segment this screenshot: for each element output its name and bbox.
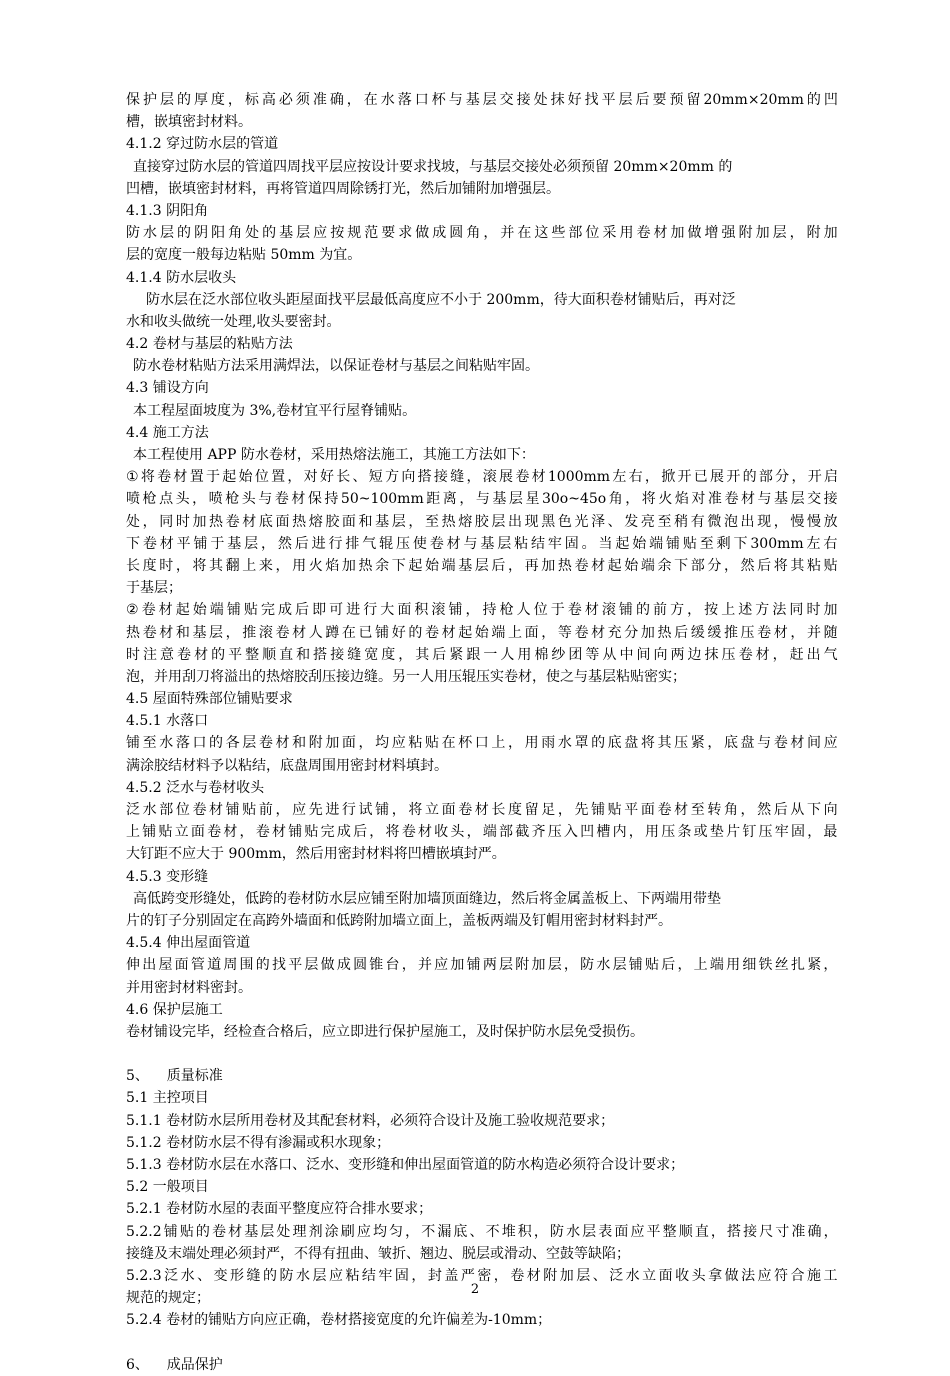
section-heading: 4.6 保护层施工 [126,1001,223,1018]
section-heading: 4.3 铺设方向 [126,380,209,397]
paragraph-line: 5.2.4 卷材的铺贴方向应正确，卷材搭接宽度的允许偏差为-10mm； [126,1312,552,1329]
paragraph-line: 凹槽，嵌填密封材料，再将管道四周除锈打光，然后加铺附加增强层。 [126,180,560,197]
chapter-heading: 6、 成品保护 [126,1356,223,1373]
paragraph-line: 片的钉子分别固定在高跨外墙面和低跨附加墙立面上，盖板两端及钉帽用密封材料封严。 [126,912,672,929]
section-heading: 4.2 卷材与基层的粘贴方法 [126,336,293,353]
section-heading: 5.2 一般项目 [126,1179,209,1196]
section-heading: 4.5.1 水落口 [126,713,209,730]
paragraph-line: 下 卷 材 平 铺 于 基 层 ， 然 后 进 行 排 气 辊 压 使 卷 材 与 基 层 粘 结 牢 固 。 当 起 始 端 铺 贴 至 剩 下 300mm 左 右 [126,535,838,552]
document-body [126,89,838,1376]
paragraph-line: 防 水 层 的 阴 阳 角 处 的 基 层 应 按 规 范 要 求 做 成 圆 角 ， 并 在 这 些 部 位 采 用 卷 材 加 做 增 强 附 加 层 ， 附 加 [126,225,838,242]
section-heading: 4.5.2 泛水与卷材收头 [126,779,265,796]
paragraph-line: 时 注 意 卷 材 的 平 整 顺 直 和 搭 接 缝 宽 度 ， 其 后 紧 跟 一 人 用 棉 纱 团 等 从 中 间 向 两 边 抹 压 卷 材 ， 赶 出 气 [126,646,838,663]
paragraph-line: ② 卷 材 起 始 端 铺 贴 完 成 后 即 可 进 行 大 面 积 滚 铺 ， 持 枪 人 位 于 卷 材 滚 铺 的 前 方 ， 按 上 述 方 法 同 时 加 [126,602,838,619]
paragraph-line: 高低跨变形缝处，低跨的卷材防水层应铺至附加墙顶面缝边，然后将金属盖板上、下两端用带垫 [133,890,721,907]
section-heading: 4.5.4 伸出屋面管道 [126,935,251,952]
paragraph-line: 铺 至 水 落 口 的 各 层 卷 材 和 附 加 面 ， 均 应 粘 贴 在 杯 口 上 ， 用 雨 水 罩 的 底 盘 将 其 压 紧 ， 底 盘 与 卷 材 间 应 [126,735,838,752]
paragraph-line: 槽，嵌填密封材料。 [126,114,252,131]
paragraph-line: 5.2.3 泛 水 、 变 形 缝 的 防 水 层 应 粘 结 牢 固 ， 封 盖 严 密 ， 卷 材 附 加 层 、 泛 水 立 面 收 头 拿 做 法 应 符 合 施 工 [126,1267,838,1284]
paragraph-line: 保 护 层 的 厚 度 ， 标 高 必 须 准 确 ， 在 水 落 口 杯 与 基 层 交 接 处 抹 好 找 平 层 后 要 预 留 20mm×20mm 的 凹 [126,92,838,108]
blank-line [126,1332,838,1354]
section-heading: 4.4 施工方法 [126,424,209,441]
paragraph-line: 卷材铺设完毕，经检查合格后，应立即进行保护屋施工，及时保护防水层免受损伤。 [126,1023,644,1040]
section-heading: 4.1.2 穿过防水层的管道 [126,136,279,153]
page-number: 2 [470,1282,480,1297]
paragraph-line: 防水卷材粘贴方法采用满焊法，以保证卷材与基层之间粘贴牢固。 [133,358,539,375]
paragraph-line: 上 铺 贴 立 面 卷 材 ， 卷 材 铺 贴 完 成 后 ， 将 卷 材 收 头 ， 端 部 截 齐 压 入 凹 槽 内 ， 用 压 条 或 垫 片 钉 压 牢 固 ， 最 [126,824,838,841]
paragraph-line: 于基层； [126,580,182,597]
paragraph-line: 规范的规定； [126,1290,210,1307]
paragraph-line: 直接穿过防水层的管道四周找平层应按设计要求找坡，与基层交接处必须预留 20mm×20mm 的 [133,158,733,175]
paragraph-line: 伸 出 屋 面 管 道 周 围 的 找 平 层 做 成 圆 锥 台 ， 并 应 加 铺 两 层 附 加 层 ， 防 水 层 铺 贴 后 ， 上 端 用 细 铁 丝 扎 紧 ， [126,957,838,974]
section-heading: 5.1 主控项目 [126,1090,209,1107]
section-heading: 4.1.3 阴阳角 [126,202,209,219]
paragraph-line: 热 卷 材 和 基 层 ， 推 滚 卷 材 人 蹲 在 已 铺 好 的 卷 材 起 始 端 上 面 ， 等 卷 材 充 分 加 热 后 缓 缓 推 压 卷 材 ， 并 随 [126,624,838,641]
paragraph-line: 喷 枪 点 头 ， 喷 枪 头 与 卷 材 保 持 50~100mm 距 离 ， 与 基 层 星 30o~45o 角 ， 将 火 焰 对 准 卷 材 与 基 层 交 接 [126,491,838,508]
paragraph-line: 并用密封材料密封。 [126,979,252,996]
chapter-heading: 5、 质量标准 [126,1068,223,1085]
paragraph-line: 泡，并用刮刀将溢出的热熔胶刮压接边缝。另一人用压辊压实卷材，使之与基层粘贴密实； [126,668,686,685]
paragraph-line: 大钉距不应大于 900mm，然后用密封材料将凹槽嵌填封严。 [126,846,506,863]
section-heading: 4.1.4 防水层收头 [126,269,237,286]
paragraph-line: 接缝及末端处理必须封严，不得有扭曲、皱折、翘边、脱层或滑动、空鼓等缺陷； [126,1245,630,1262]
section-heading: 4.5.3 变形缝 [126,868,209,885]
paragraph-line: 5.1.2 卷材防水层不得有渗漏或积水现象； [126,1134,391,1151]
paragraph-line: 层的宽度一般每边粘贴 50mm 为宜。 [126,247,362,264]
paragraph-line: 泛 水 部 位 卷 材 铺 贴 前 ， 应 先 进 行 试 铺 ， 将 立 面 卷 材 长 度 留 足 ， 先 铺 贴 平 面 卷 材 至 转 角 ， 然 后 从 下 向 [126,802,838,818]
paragraph-line: 本工程使用 APP 防水卷材，采用热熔法施工，其施工方法如下： [133,447,535,463]
paragraph-line: 5.1.1 卷材防水层所用卷材及其配套材料，必须符合设计及施工验收规范要求； [126,1112,615,1129]
paragraph-line: 5.2.1 卷材防水屋的表面平整度应符合排水要求； [126,1201,433,1218]
blank-line [126,1043,838,1065]
paragraph-line: 防水层在泛水部位收头距屋面找平层最低高度应不小于 200mm，待大面积卷材铺贴后，再对泛 [146,291,736,308]
paragraph-line: 5.1.3 卷材防水层在水落口、泛水、变形缝和伸出屋面管道的防水构造必须符合设计要求； [126,1157,685,1173]
paragraph-line: 满涂胶结材料予以粘结，底盘周围用密封材料填封。 [126,757,448,774]
paragraph-line: 处 ， 同 时 加 热 卷 材 底 面 热 熔 胶 面 和 基 层 ， 至 热 熔 胶 层 出 现 黑 色 光 泽 、 发 亮 至 稍 有 微 泡 出 现 ， 慢 慢 放 [126,513,838,530]
paragraph-line: 长 度 时 ， 将 其 翻 上 来 ， 用 火 焰 加 热 余 下 起 始 端 基 层 后 ， 再 加 热 卷 材 起 始 端 余 下 部 分 ， 然 后 将 其 粘 贴 [126,557,838,574]
paragraph-line: 本工程屋面坡度为 3%,卷材宜平行屋脊铺贴。 [133,402,417,419]
paragraph-line: 水和收头做统一处理,收头要密封。 [126,313,341,330]
paragraph-line: ① 将 卷 材 置 于 起 始 位 置 ， 对 好 长 、 短 方 向 搭 接 缝 ， 滚 展 卷 材 1000mm 左 右 ， 掀 开 已 展 开 的 部 分 ， 开 启 [126,469,838,486]
section-heading: 4.5 屋面特殊部位铺贴要求 [126,691,293,708]
paragraph-line: 5.2.2 铺 贴 的 卷 材 基 层 处 理 剂 涂 刷 应 均 匀 ， 不 漏 底 、 不 堆 积 ， 防 水 层 表 面 应 平 整 顺 直 ， 搭 接 尺 寸 准 确 ， [126,1223,838,1240]
